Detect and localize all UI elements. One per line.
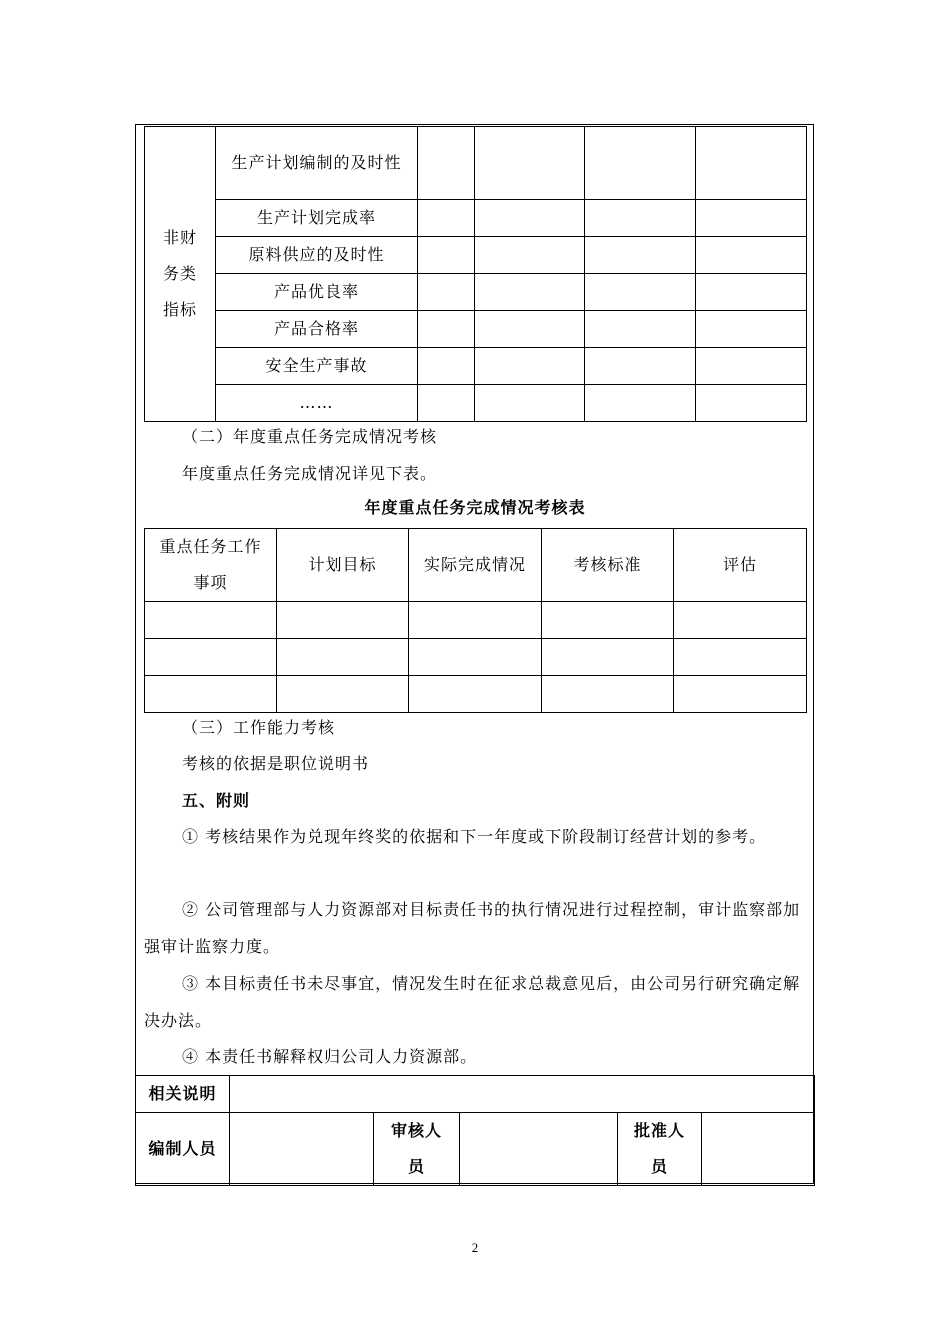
cell — [696, 385, 807, 422]
prepared-by-value — [230, 1113, 374, 1186]
cell — [542, 639, 674, 676]
column-header: 评估 — [674, 529, 807, 602]
table-row — [145, 602, 807, 639]
appendix-item-2: ② 公司管理部与人力资源部对目标责任书的执行情况进行过程控制，审计监察部加强审计监察力度。 — [144, 900, 801, 956]
approver-value — [702, 1113, 815, 1186]
cell — [277, 639, 409, 676]
notes-label: 相关说明 — [136, 1076, 230, 1113]
cell — [475, 200, 585, 237]
cell — [145, 676, 277, 713]
cell — [542, 676, 674, 713]
cell — [542, 602, 674, 639]
approver-label: 批准人员 — [618, 1113, 702, 1186]
indicator-name: 安全生产事故 — [216, 348, 418, 385]
cell — [696, 274, 807, 311]
section2-intro: 年度重点任务完成情况详见下表。 — [182, 464, 438, 483]
cell — [409, 602, 542, 639]
cell — [145, 602, 277, 639]
indicator-name: 产品优良率 — [216, 274, 418, 311]
cell — [696, 127, 807, 200]
cell — [418, 311, 475, 348]
cell — [418, 274, 475, 311]
cell — [475, 127, 585, 200]
cell — [696, 348, 807, 385]
indicator-name: 原料供应的及时性 — [216, 237, 418, 274]
cell — [277, 676, 409, 713]
cell — [475, 237, 585, 274]
table-row — [145, 676, 807, 713]
cell — [409, 676, 542, 713]
table-row — [145, 639, 807, 676]
cell — [418, 200, 475, 237]
cell — [585, 127, 696, 200]
task-table — [144, 528, 807, 713]
cell — [585, 348, 696, 385]
cell — [475, 385, 585, 422]
reviewer-label: 审核人员 — [374, 1113, 460, 1186]
indicator-name: 生产计划编制的及时性 — [216, 127, 418, 200]
cell — [585, 237, 696, 274]
appendix-item-3: ③ 本目标责任书未尽事宜，情况发生时在征求总裁意见后，由公司另行研究确定解决办法。 — [144, 974, 801, 1030]
column-header: 计划目标 — [277, 529, 409, 602]
cell — [585, 274, 696, 311]
section3-heading: （三）工作能力考核 — [182, 718, 336, 737]
indicator-table — [144, 126, 807, 422]
task-table-title: 年度重点任务完成情况考核表 — [364, 498, 586, 517]
cell — [696, 200, 807, 237]
column-header: 实际完成情况 — [409, 529, 542, 602]
cell — [145, 639, 277, 676]
cell — [418, 348, 475, 385]
cell — [674, 602, 807, 639]
section3-text: 考核的依据是职位说明书 — [182, 754, 370, 773]
cell — [418, 127, 475, 200]
cell — [585, 385, 696, 422]
group-label: 非财务类指标 — [162, 228, 197, 319]
reviewer-value — [460, 1113, 618, 1186]
section5-heading: 五、附则 — [182, 791, 251, 810]
signoff-table — [135, 1075, 815, 1186]
cell — [418, 385, 475, 422]
cell — [696, 311, 807, 348]
cell — [409, 639, 542, 676]
appendix-item-4: ④ 本责任书解释权归公司人力资源部。 — [182, 1047, 478, 1066]
table-header-row — [145, 529, 807, 602]
cell — [418, 237, 475, 274]
cell — [674, 639, 807, 676]
column-header: 重点任务工作事项 — [145, 529, 277, 602]
table-row — [145, 127, 807, 200]
cell — [277, 602, 409, 639]
table-row — [136, 1076, 815, 1113]
cell — [475, 348, 585, 385]
cell — [585, 200, 696, 237]
table-row — [136, 1113, 815, 1186]
section2-heading: （二）年度重点任务完成情况考核 — [182, 427, 438, 446]
table-row — [145, 274, 807, 311]
table-row — [145, 385, 807, 422]
table-row — [145, 348, 807, 385]
table-row — [145, 200, 807, 237]
notes-value — [230, 1076, 815, 1113]
cell — [674, 676, 807, 713]
indicator-name: …… — [216, 385, 418, 422]
indicator-name: 生产计划完成率 — [216, 200, 418, 237]
cell — [475, 274, 585, 311]
cell — [585, 311, 696, 348]
page-number: 2 — [471, 1240, 479, 1255]
prepared-by-label: 编制人员 — [136, 1113, 230, 1186]
column-header: 考核标准 — [542, 529, 674, 602]
indicator-name: 产品合格率 — [216, 311, 418, 348]
table-row — [145, 237, 807, 274]
appendix-item-1: ① 考核结果作为兑现年终奖的依据和下一年度或下阶段制订经营计划的参考。 — [182, 827, 767, 846]
table-row — [145, 311, 807, 348]
group-label-cell — [145, 127, 216, 422]
cell — [475, 311, 585, 348]
cell — [696, 237, 807, 274]
